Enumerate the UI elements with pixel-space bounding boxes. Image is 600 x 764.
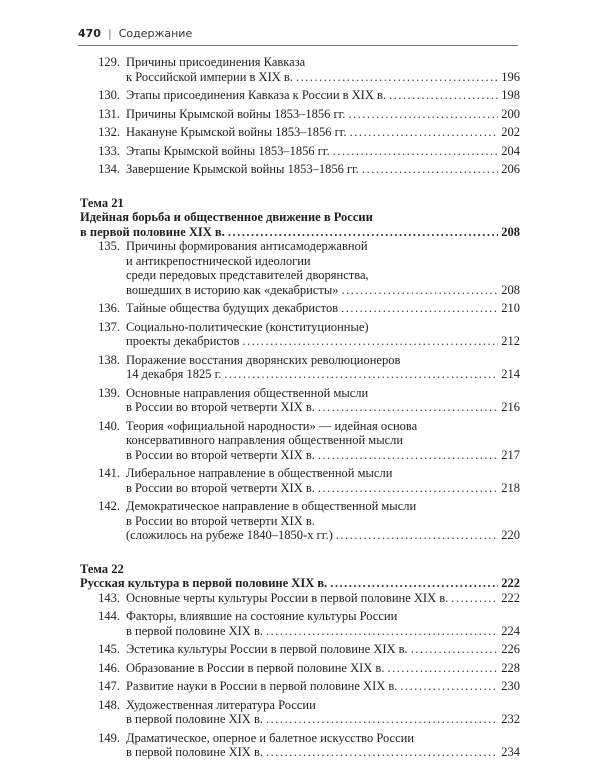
entry-title-line: Драматическое, оперное и балетное искусство России xyxy=(126,730,415,745)
entry-title-line: Причины формирования антисамодержавной xyxy=(126,239,368,253)
dot-leader xyxy=(266,624,498,639)
page-ref: 216 xyxy=(501,400,520,414)
dot-leader xyxy=(451,591,498,606)
entry-body xyxy=(126,679,520,694)
entry-title-line: Причины Крымской войны 1853–1856 гг. xyxy=(126,106,346,121)
entry-title-line: Социально-политические (конституционные) xyxy=(126,319,369,334)
entry-body xyxy=(126,642,520,657)
toc-entry[interactable] xyxy=(80,320,520,349)
entry-title-line: Этапы присоединения Кавказа к России в XIX в. xyxy=(126,88,387,102)
entry-title-line: Тайные общества будущих декабристов xyxy=(126,301,339,315)
theme-label: Тема 22 xyxy=(80,561,124,576)
toc-entry[interactable] xyxy=(80,162,520,177)
toc-entry[interactable] xyxy=(80,144,520,159)
entry-number: 131. xyxy=(98,106,120,121)
entry-line xyxy=(126,107,520,122)
entry-body xyxy=(126,466,520,495)
page-ref: 224 xyxy=(501,623,520,638)
entry-title-line: в России во второй четверти XIX в. xyxy=(126,513,315,528)
entry-number: 134. xyxy=(98,162,120,176)
theme-title[interactable] xyxy=(80,210,520,239)
dot-leader xyxy=(348,107,498,122)
entry-body xyxy=(126,301,520,316)
entry-title-line: Основные черты культуры России в первой половине XIX в. xyxy=(126,590,449,605)
entry-line xyxy=(126,609,520,624)
running-header xyxy=(78,27,518,40)
entry-line xyxy=(126,466,520,481)
entry-title-line: в первой половине XIX в. xyxy=(80,224,225,239)
entry-line xyxy=(126,88,520,103)
entry-number: 132. xyxy=(98,125,120,139)
entry-body xyxy=(126,107,520,122)
dot-leader xyxy=(389,88,498,103)
entry-number: 145. xyxy=(98,642,120,656)
entry-line xyxy=(126,55,520,70)
entry-line xyxy=(126,698,520,713)
theme-heading xyxy=(80,196,520,240)
entry-line xyxy=(126,254,520,269)
entry-title-line: Поражение восстания дворянских революционеров xyxy=(126,352,401,367)
dot-leader xyxy=(336,528,499,543)
entry-line xyxy=(126,70,520,85)
dot-leader xyxy=(362,162,498,177)
toc-entry[interactable] xyxy=(80,679,520,694)
toc-entry[interactable] xyxy=(80,466,520,495)
entry-title-line: в России во второй четверти XIX в. xyxy=(126,480,315,495)
page-ref: 217 xyxy=(501,447,520,462)
entry-number: 141. xyxy=(98,466,120,480)
toc-entry[interactable] xyxy=(80,107,520,122)
entry-title-line: Факторы, влиявшие на состояние культуры России xyxy=(126,609,398,623)
page-ref: 210 xyxy=(501,301,520,315)
entry-title-line: Идейная борьба и общественное движение в России xyxy=(80,210,373,224)
entry-title-line: 14 декабря 1825 г. xyxy=(126,367,222,381)
entry-number: 129. xyxy=(98,55,120,69)
dot-leader xyxy=(318,400,498,415)
entry-title-line: Накануне Крымской войны 1853–1856 гг. xyxy=(126,125,347,139)
entry-number: 140. xyxy=(98,418,120,433)
theme-title-line xyxy=(80,210,520,225)
entry-number: 130. xyxy=(98,88,120,102)
entry-title-line: к Российской империи в XIX в. xyxy=(126,69,293,84)
toc-entry[interactable] xyxy=(80,661,520,676)
entry-number: 133. xyxy=(98,143,120,158)
dot-leader xyxy=(342,283,499,298)
dot-leader xyxy=(296,70,498,85)
running-title: Содержание xyxy=(118,27,193,40)
page-ref: 218 xyxy=(501,480,520,495)
entry-line xyxy=(126,731,520,746)
entry-body xyxy=(126,419,520,463)
entry-body xyxy=(126,320,520,349)
theme-title-line xyxy=(80,225,520,240)
theme-label: Тема 21 xyxy=(80,195,124,210)
page-ref: 202 xyxy=(501,125,520,139)
toc-entry[interactable] xyxy=(80,499,520,543)
toc-entry[interactable] xyxy=(80,125,520,140)
entry-line xyxy=(126,712,520,727)
dot-leader xyxy=(333,144,499,159)
entry-title-line: в России во второй четверти XIX в. xyxy=(126,447,315,462)
page-ref: 204 xyxy=(501,143,520,158)
toc-entry[interactable] xyxy=(80,386,520,415)
page-ref: 222 xyxy=(501,576,520,590)
dot-leader xyxy=(330,576,498,591)
entry-number: 143. xyxy=(98,590,120,605)
entry-line xyxy=(126,528,520,543)
page-ref: 222 xyxy=(501,590,520,605)
entry-body xyxy=(126,55,520,84)
entry-title-line: Эстетика культуры России в первой половине XIX в. xyxy=(126,642,408,656)
dot-leader xyxy=(350,125,499,140)
page-number: 470 xyxy=(78,27,101,40)
entry-number: 137. xyxy=(98,319,120,334)
page-ref: 206 xyxy=(501,162,520,176)
entry-title-line: Либеральное направление в общественной мысли xyxy=(126,466,393,480)
entry-title-line: Этапы Крымской войны 1853–1856 гг. xyxy=(126,143,330,158)
entry-line xyxy=(126,514,520,529)
entry-line xyxy=(126,334,520,349)
entry-line xyxy=(126,419,520,434)
page-ref: 196 xyxy=(501,69,520,84)
entry-body xyxy=(126,731,520,760)
entry-line xyxy=(126,400,520,415)
toc-entry[interactable] xyxy=(80,591,520,606)
dot-leader xyxy=(228,225,498,240)
entry-line xyxy=(126,679,520,694)
entry-number: 136. xyxy=(98,301,120,315)
entry-title-line: Художественная литература России xyxy=(126,697,316,712)
entry-number: 142. xyxy=(98,499,120,513)
entry-title-line: проекты декабристов xyxy=(126,334,240,348)
entry-line xyxy=(126,624,520,639)
toc-entry[interactable] xyxy=(80,419,520,463)
toc-entry[interactable] xyxy=(80,353,520,382)
entry-line xyxy=(126,125,520,140)
page-ref: 228 xyxy=(501,660,520,675)
entry-body xyxy=(126,144,520,159)
toc-entry[interactable] xyxy=(80,609,520,638)
dot-leader xyxy=(266,745,498,760)
entry-number: 144. xyxy=(98,609,120,623)
entry-title-line: Развитие науки в России в первой половине XIX в. xyxy=(126,679,398,693)
toc-entry[interactable] xyxy=(80,642,520,657)
entry-title-line: Основные направления общественной мысли xyxy=(126,385,369,400)
entry-number: 146. xyxy=(98,660,120,675)
dot-leader xyxy=(318,481,498,496)
theme-title-line xyxy=(80,576,520,591)
entry-line xyxy=(126,367,520,382)
page-ref: 198 xyxy=(501,88,520,102)
theme-heading xyxy=(80,562,520,591)
entry-body xyxy=(126,591,520,606)
toc-entry[interactable] xyxy=(80,698,520,727)
header-separator: | xyxy=(107,27,112,40)
entry-title-line: Русская культура в первой половине XIX в. xyxy=(80,576,328,590)
entry-title-line: в первой половине XIX в. xyxy=(126,745,263,759)
toc-entry[interactable] xyxy=(80,301,520,316)
dot-leader xyxy=(318,448,498,463)
entry-title-line: в России во второй четверти XIX в. xyxy=(126,400,315,414)
entry-title-line: Причины присоединения Кавказа xyxy=(126,55,306,69)
entry-title-line: и антикрепостнической идеологии xyxy=(126,253,311,268)
entry-title-line: в первой половине XIX в. xyxy=(126,623,263,638)
entry-title-line: Завершение Крымской войны 1853–1856 гг. xyxy=(126,162,359,176)
entry-title-line: Теория «официальной народности» — идейная основа xyxy=(126,418,418,433)
entry-title-line: консервативного направления общественной мысли xyxy=(126,433,404,447)
entry-line xyxy=(126,642,520,657)
page-ref: 208 xyxy=(501,282,520,297)
entry-body xyxy=(126,162,520,177)
entry-line xyxy=(126,353,520,368)
entry-number: 149. xyxy=(98,730,120,745)
entry-line xyxy=(126,320,520,335)
page-ref: 226 xyxy=(501,642,520,656)
dot-leader xyxy=(266,712,498,727)
entry-title-line: Образование в России в первой половине XIX в. xyxy=(126,660,385,675)
entry-line xyxy=(126,745,520,760)
toc-entry[interactable] xyxy=(80,239,520,297)
page-ref: 214 xyxy=(501,367,520,381)
dot-leader xyxy=(224,367,498,382)
entry-line xyxy=(126,499,520,514)
entry-line xyxy=(126,144,520,159)
toc-entry[interactable] xyxy=(80,731,520,760)
entry-number: 138. xyxy=(98,352,120,367)
entry-line xyxy=(126,591,520,606)
entry-body xyxy=(126,88,520,103)
entry-body xyxy=(126,698,520,727)
entry-line xyxy=(126,301,520,316)
entry-title-line: (сложилось на рубеже 1840–1850-х гг.) xyxy=(126,528,333,542)
entry-body xyxy=(126,661,520,676)
entry-number: 147. xyxy=(98,679,120,693)
page-ref: 212 xyxy=(501,334,520,348)
entry-title-line: в первой половине XIX в. xyxy=(126,712,263,726)
dot-leader xyxy=(411,642,499,657)
entry-line xyxy=(126,268,520,283)
entry-body xyxy=(126,125,520,140)
entry-number: 139. xyxy=(98,385,120,400)
entry-line xyxy=(126,162,520,177)
entry-title-line: Демократическое направление в общественной мысли xyxy=(126,499,417,513)
entry-line xyxy=(126,239,520,254)
entry-title-line: среди передовых представителей дворянства, xyxy=(126,268,369,282)
section-gap xyxy=(80,547,520,562)
entry-line xyxy=(126,386,520,401)
entry-line xyxy=(126,283,520,298)
entry-line xyxy=(126,433,520,448)
section-gap xyxy=(80,181,520,196)
dot-leader xyxy=(400,679,498,694)
header-rule xyxy=(78,45,518,46)
theme-title[interactable] xyxy=(80,576,520,591)
entry-number: 135. xyxy=(98,239,120,253)
entry-body xyxy=(126,609,520,638)
entry-number: 148. xyxy=(98,697,120,712)
entry-body xyxy=(126,239,520,297)
toc-entry[interactable] xyxy=(80,88,520,103)
entry-line xyxy=(126,481,520,496)
entry-body xyxy=(126,353,520,382)
entry-body xyxy=(126,499,520,543)
toc-entry[interactable] xyxy=(80,55,520,84)
page-ref: 220 xyxy=(501,528,520,542)
page-ref: 234 xyxy=(501,745,520,759)
page-ref: 232 xyxy=(501,712,520,726)
page-ref: 208 xyxy=(501,224,520,239)
table-of-contents xyxy=(80,55,520,764)
page-ref: 230 xyxy=(501,679,520,693)
entry-title-line: вошедших в историю как «декабристы» xyxy=(126,282,339,297)
entry-line xyxy=(126,661,520,676)
dot-leader xyxy=(341,301,498,316)
entry-body xyxy=(126,386,520,415)
dot-leader xyxy=(387,661,498,676)
dot-leader xyxy=(242,334,498,349)
page-ref: 200 xyxy=(501,106,520,121)
entry-line xyxy=(126,448,520,463)
